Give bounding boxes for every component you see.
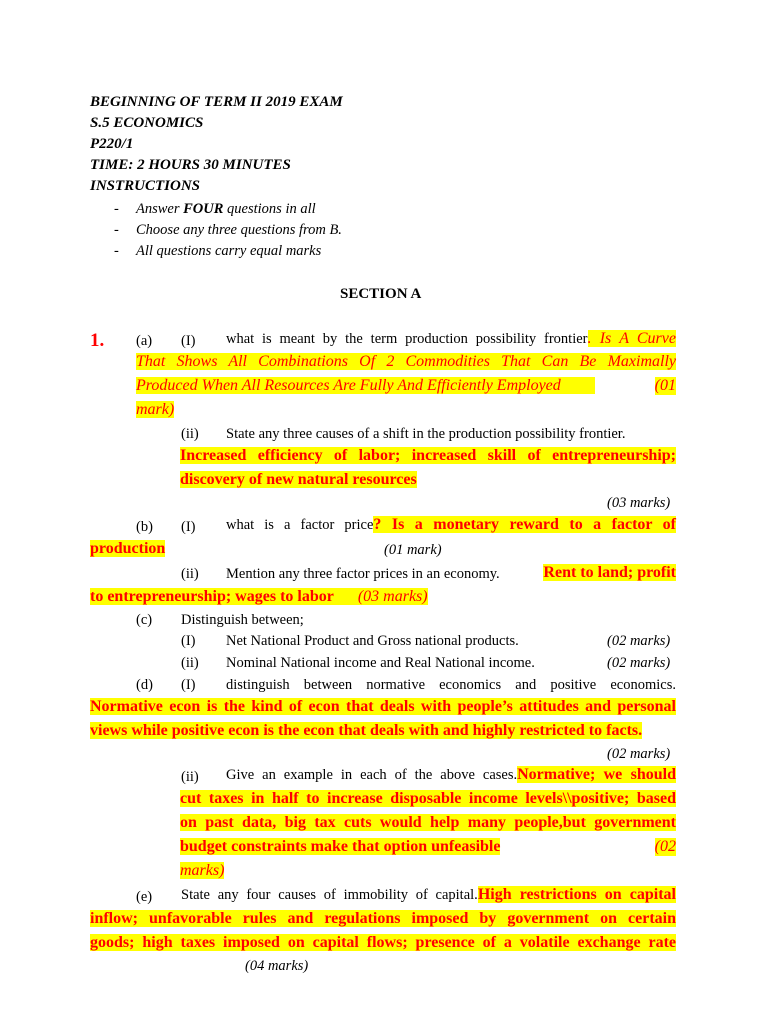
question-text: distinguish between normative economics and positive economics. bbox=[226, 677, 676, 693]
answer-line: discovery of new natural resources bbox=[180, 471, 417, 488]
bullet-dash: - bbox=[114, 243, 119, 259]
subpart-label: (ii) bbox=[181, 769, 199, 785]
question-text: Mention any three factor prices in an economy. bbox=[226, 566, 500, 582]
subpart-label: (ii) bbox=[181, 566, 199, 582]
marks-label: (02 marks) bbox=[607, 655, 671, 671]
answer-line: to entrepreneurship; wages to labor (03 marks) bbox=[90, 588, 428, 605]
subpart-label: (I) bbox=[181, 333, 196, 349]
answer-line: inflow; unfavorable rules and regulations imposed by government on certain bbox=[90, 910, 676, 927]
answer-marks: marks) bbox=[180, 862, 225, 879]
subpart-label: (I) bbox=[181, 677, 196, 693]
instruction-item: All questions carry equal marks bbox=[136, 243, 322, 259]
section-title: SECTION A bbox=[340, 286, 422, 302]
question-line: what is meant by the term production possibility frontier. Is A Curve bbox=[226, 330, 676, 347]
answer-line: Produced When All Resources Are Fully And Efficiently Employed (01 bbox=[136, 377, 676, 394]
question-text: Nominal National income and Real National income. bbox=[226, 655, 535, 671]
bullet-dash: - bbox=[114, 201, 119, 217]
question-number: 1. bbox=[90, 330, 105, 351]
subpart-label: (I) bbox=[181, 519, 196, 535]
subject-title: S.5 ECONOMICS bbox=[90, 115, 204, 131]
subpart-label: (ii) bbox=[181, 426, 199, 442]
answer-line: production bbox=[90, 540, 166, 557]
part-label: (c) bbox=[136, 612, 153, 628]
part-label: (a) bbox=[136, 333, 153, 349]
question-text: State any three causes of a shift in the production possibility frontier. bbox=[226, 426, 626, 442]
paper-code: P220/1 bbox=[90, 136, 134, 152]
marks-label: (03 marks) bbox=[607, 495, 671, 511]
answer-line: Increased efficiency of labor; increased skill of entrepreneurship; bbox=[180, 447, 676, 464]
answer-marks: mark) bbox=[136, 401, 175, 418]
answer-line: cut taxes in half to increase disposable income levels\\positive; based bbox=[180, 790, 676, 807]
answer-line: on past data, big tax cuts would help many people,but government bbox=[180, 814, 676, 831]
subpart-label: (I) bbox=[181, 633, 196, 649]
part-label: (e) bbox=[136, 889, 153, 905]
exam-duration: TIME: 2 HOURS 30 MINUTES bbox=[90, 157, 291, 173]
instruction-item: Choose any three questions from B. bbox=[136, 222, 342, 238]
part-label: (d) bbox=[136, 677, 153, 693]
question-line: Give an example in each of the above cases.Normative; we should bbox=[226, 766, 676, 783]
marks-label: (01 mark) bbox=[384, 542, 442, 558]
marks-label: (02 marks) bbox=[607, 633, 671, 649]
question-line: State any four causes of immobility of capital.High restrictions on capital bbox=[181, 886, 677, 903]
exam-title: BEGINNING OF TERM II 2019 EXAM bbox=[90, 94, 343, 110]
subpart-label: (ii) bbox=[181, 655, 199, 671]
marks-label: (04 marks) bbox=[245, 958, 309, 974]
question-text: Distinguish between; bbox=[181, 612, 304, 628]
answer-line: goods; high taxes imposed on capital flows; presence of a volatile exchange rate bbox=[90, 934, 676, 951]
answer-line: That Shows All Combinations Of 2 Commodities That Can Be Maximally bbox=[136, 353, 676, 370]
answer-line: budget constraints make that option unfeasible (02 bbox=[180, 838, 676, 855]
question-line: what is a factor price? Is a monetary reward to a factor of bbox=[226, 516, 676, 533]
answer-line: views while positive econ is the econ that deals with and highly restricted to facts. bbox=[90, 722, 643, 739]
answer-line: Normative econ is the kind of econ that deals with people’s attitudes and personal bbox=[90, 698, 676, 715]
bullet-dash: - bbox=[114, 222, 119, 238]
marks-label: (02 marks) bbox=[607, 746, 671, 762]
instruction-item: Answer FOUR questions in all bbox=[136, 201, 316, 217]
answer-line: Rent to land; profit bbox=[543, 564, 676, 581]
part-label: (b) bbox=[136, 519, 153, 535]
instructions-heading: INSTRUCTIONS bbox=[90, 178, 201, 194]
question-text: Net National Product and Gross national products. bbox=[226, 633, 519, 649]
